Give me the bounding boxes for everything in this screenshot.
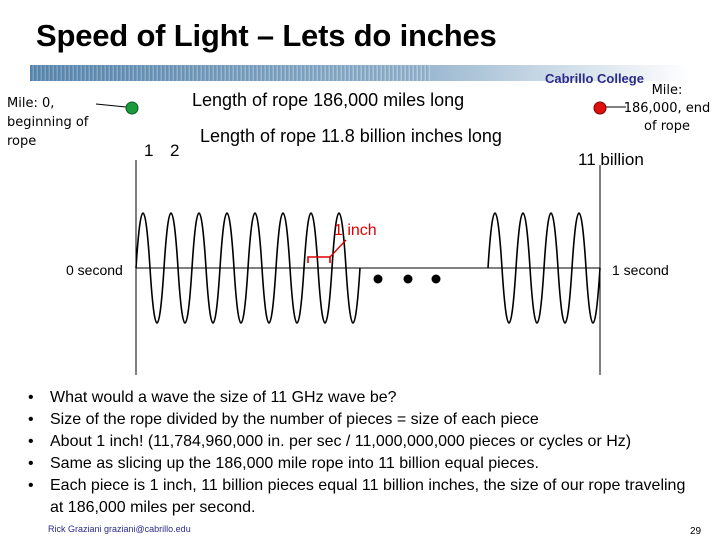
page-number: 29 — [690, 526, 702, 537]
mile-end-label: Mile: 186,000, end of rope — [623, 83, 711, 134]
bullet-item: • About 1 inch! (11,784,960,000 in. per sec / 11,000,000,000 pieces or cycles or Hz) — [28, 431, 708, 453]
cycle-2-label: 2 — [170, 141, 180, 160]
bullet-icon: • — [28, 477, 34, 494]
cycle-1-label: 1 — [144, 141, 154, 160]
bullet-icon: • — [28, 433, 34, 450]
rope-inches-label: Length of rope 11.8 billion inches long — [200, 126, 502, 146]
zero-second-label: 0 second — [66, 262, 123, 278]
bullet-item: • Size of the rope divided by the number of pieces = size of each piece — [28, 409, 708, 431]
bullet-list — [28, 387, 708, 519]
ellipsis-dot-1 — [374, 275, 383, 284]
bullet-item: • What would a wave the size of 11 GHz wave be? — [28, 387, 708, 409]
one-inch-bracket — [308, 257, 330, 263]
college-logo-text: Cabrillo College — [545, 71, 644, 86]
one-second-label: 1 second — [612, 262, 669, 278]
rope-miles-label: Length of rope 186,000 miles long — [192, 90, 465, 110]
end-dot — [594, 102, 606, 114]
footer-author: Rick Graziani graziani@cabrillo.edu — [48, 524, 191, 534]
slide-title: Speed of Light – Lets do inches — [36, 18, 497, 53]
bullet-icon: • — [28, 411, 34, 428]
one-inch-pointer — [330, 240, 346, 257]
cycle-11-billion-label: 11 billion — [578, 150, 644, 169]
bullet-icon: • — [28, 389, 34, 406]
one-inch-label: 1 inch — [334, 222, 377, 239]
bullet-item: • Each piece is 1 inch, 11 billion pieces equal 11 billion inches, the size of our rope traveling at 186,000 miles per second. — [28, 477, 686, 516]
ellipsis-dot-2 — [404, 275, 413, 284]
ellipsis-dot-3 — [432, 275, 441, 284]
start-pointer-line — [96, 104, 126, 107]
mile-start-label: Mile: 0, beginning of rope — [7, 96, 89, 149]
bullet-item: • Same as slicing up the 186,000 mile rope into 11 billion equal pieces. — [28, 453, 708, 475]
bullet-icon: • — [28, 455, 34, 472]
start-dot — [126, 102, 138, 114]
